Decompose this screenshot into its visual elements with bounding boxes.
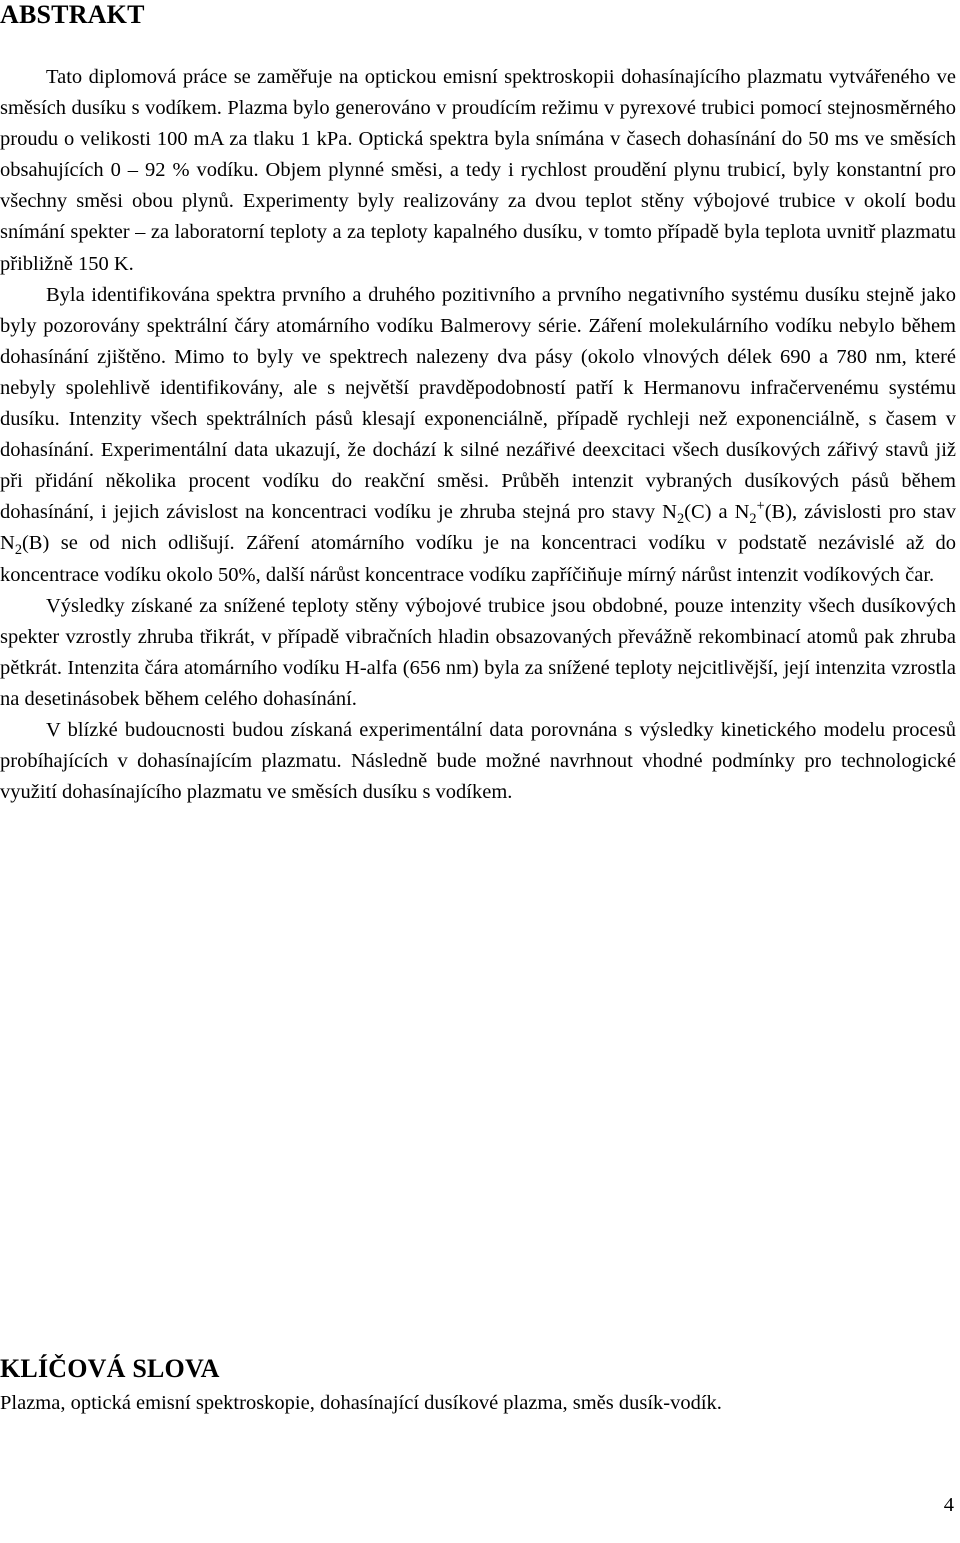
- abstract-paragraph-1: Tato diplomová práce se zaměřuje na optickou emisní spektroskopii dohasínajícího plazmatu vytvářeného ve směsích dusíku s vodíkem. Plazma bylo generováno v proudícím režimu v pyrexové trubici pomocí stejnosměrného proudu o velikosti 100 mA za tlaku 1 kPa. Optická spektra byla snímána v časech dohasínání do 50 ms ve směsích obsahujících 0 – 92 % vodíku. Objem plynné směsi, a tedy i rychlost proudění plynu trubicí, byly konstantní pro všechny směsi obou plynů. Experimenty byly realizovány za dvou teplot stěny výbojové trubice v okolí bodu snímání spekter – za laboratorní teploty a za teploty kapalného dusíku, v tomto případě byla teplota uvnitř plazmatu přibližně 150 K.: [0, 66, 956, 275]
- paragraph-2-state-b: (B), závislosti pro stav N: [0, 501, 957, 555]
- subscript-2-c: 2: [14, 542, 22, 559]
- paragraph-2-state-c: (C) a N: [684, 501, 750, 524]
- abstract-paragraph-2: [0, 280, 956, 591]
- page-number: 4: [943, 1494, 954, 1516]
- subscript-2-a: 2: [676, 511, 685, 528]
- superscript-plus: +: [756, 498, 765, 515]
- paragraph-2-text-b: (B) se od nich odlišují. Záření atomárního vodíku je na koncentraci vodíku v podstatě nezávislé až do koncentrace vodíku okolo 50%, další nárůst koncentrace vodíku zapříčiňuje mírný nárůst intenzit vodíkových čar.: [0, 532, 956, 586]
- subscript-2-b: 2: [749, 511, 757, 528]
- abstract-heading: ABSTRAKT: [0, 0, 145, 29]
- keywords-heading: KLÍČOVÁ SLOVA: [0, 1354, 220, 1383]
- keywords-text: Plazma, optická emisní spektroskopie, dohasínající dusíkové plazma, směs dusík-vodík.: [0, 1392, 722, 1414]
- paragraph-2-text-a: Byla identifikována spektra prvního a druhého pozitivního a prvního negativního systému dusíku stejně jako byly pozorovány spektrální čáry atomárního vodíku Balmerovy série. Záření molekulárního vodíku nebylo během dohasínání zjištěno. Mimo to byly ve spektrech nalezeny dva pásy (okolo vlnových délek 690 a 780 nm, které nebyly spolehlivě identifikovány, ale s největší pravděpodobností patří k Hermanovu infračervenému systému dusíku. Intenzity všech spektrálních pásů klesají exponenciálně, případě rychleji než exponenciálně, s časem v dohasínání. Experimentální data ukazují, že dochází k silné nezářivé deexcitaci všech dusíkových zářivý stavů již při přidání několika procent vodíku do reakční směsi. Průběh intenzit vybraných dusíkových pásů během dohasínání, i jejich závislost na koncentraci vodíku je zhruba stejná pro stavy N: [0, 283, 956, 524]
- abstract-body: [0, 62, 956, 808]
- abstract-paragraph-3: Výsledky získané za snížené teploty stěny výbojové trubice jsou obdobné, pouze intenzity všech dusíkových spekter vzrostly zhruba třikrát, v případě vibračních hladin obsazovaných převážně rekombinací atomů pak zhruba pětkrát. Intenzita čára atomárního vodíku H-alfa (656 nm) byla za snížené teploty nejcitlivější, její intenzita vzrostla na desetinásobek během celého dohasínání.: [0, 594, 956, 710]
- abstract-paragraph-4: V blízké budoucnosti budou získaná experimentální data porovnána s výsledky kinetického modelu procesů probíhajících v dohasínajícím plazmatu. Následně bude možné navrhnout vhodné podmínky pro technologické využití dohasínajícího plazmatu ve směsích dusíku s vodíkem.: [0, 718, 956, 804]
